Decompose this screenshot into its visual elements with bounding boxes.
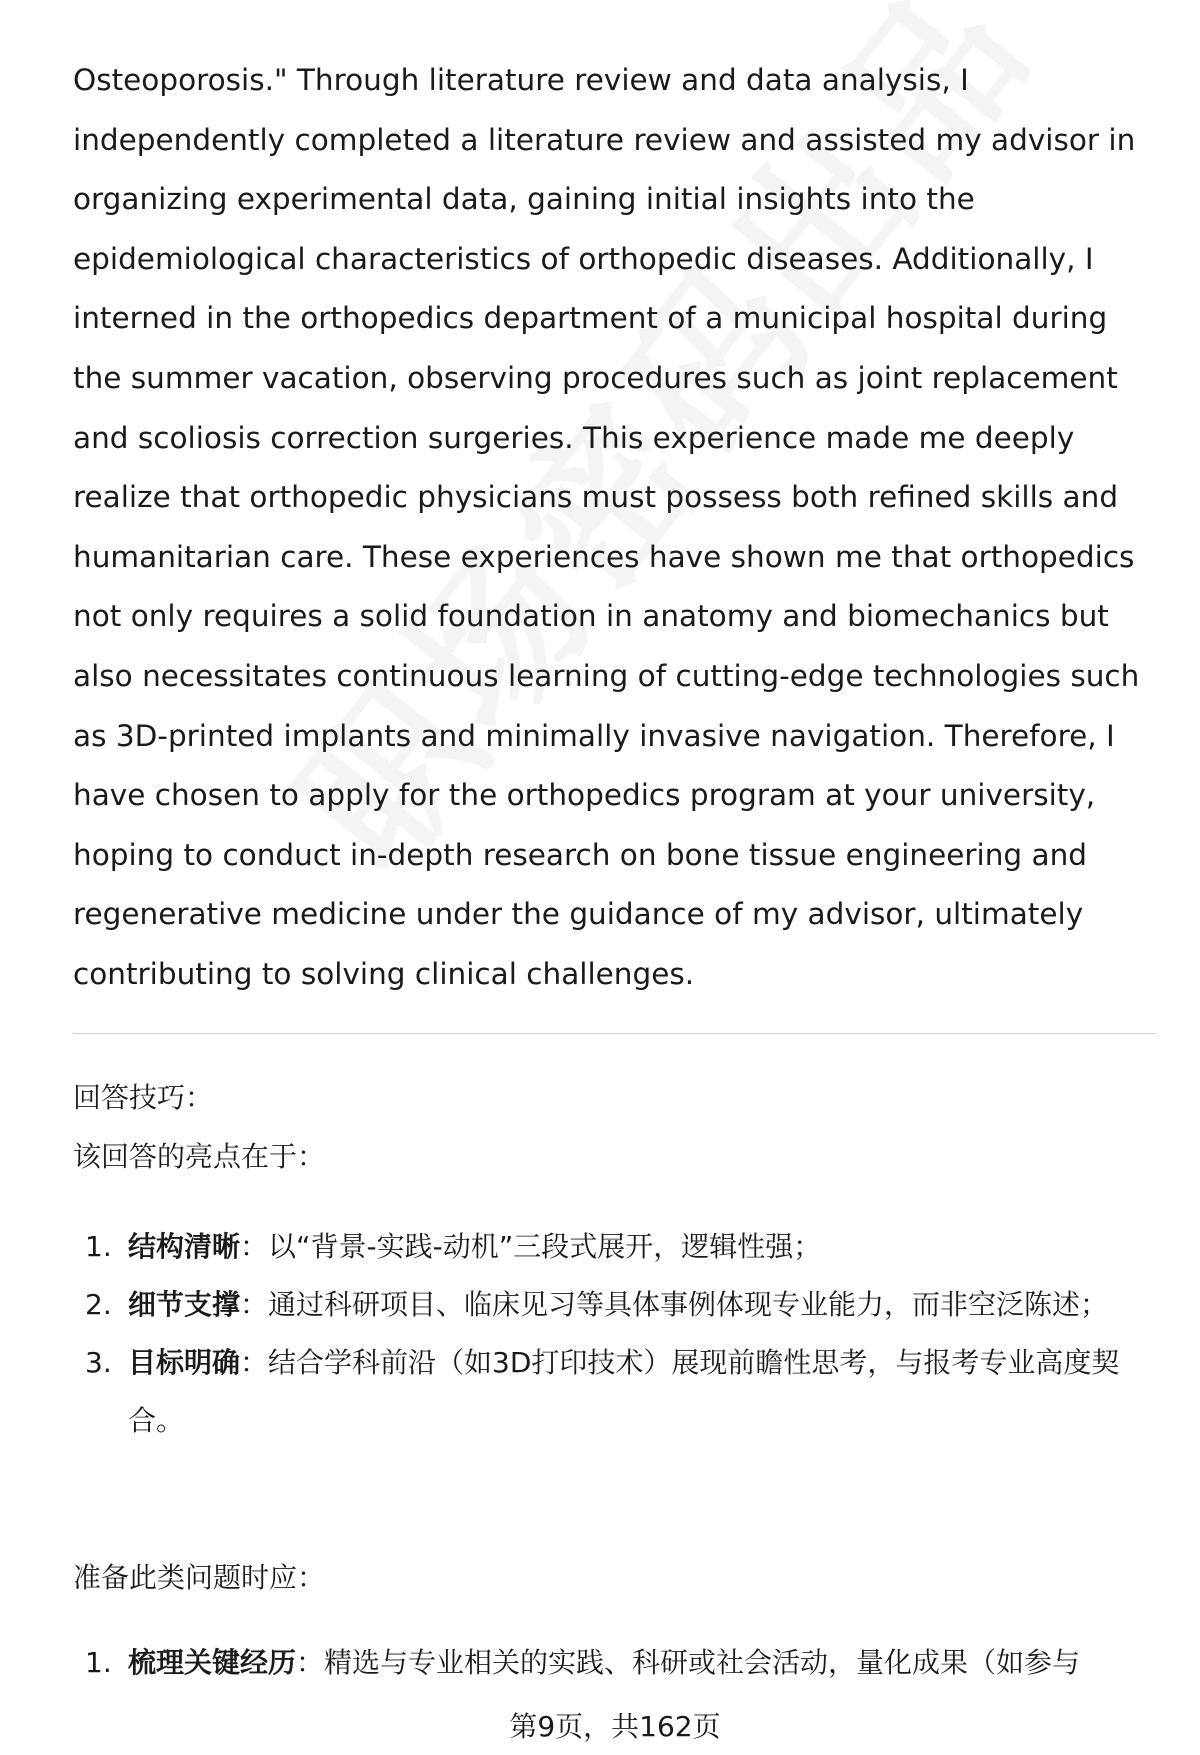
list-number: 1. bbox=[85, 1646, 112, 1679]
list-item bbox=[73, 1218, 1158, 1276]
list-term: 细节支撑 bbox=[128, 1288, 241, 1321]
list-text: ：通过科研项目、临床见习等具体事例体现专业能力，而非空泛陈述； bbox=[240, 1288, 1109, 1321]
list-number: 1. bbox=[85, 1230, 112, 1263]
list-number: 2. bbox=[85, 1288, 112, 1321]
list-text: ：结合学科前沿（如3D打印技术）展现前瞻性思考，与报考专业高度契合。 bbox=[128, 1346, 1120, 1437]
page-footer: 第9页，共162页 bbox=[509, 1710, 721, 1743]
list-item bbox=[73, 1334, 1158, 1450]
list-item bbox=[73, 1276, 1158, 1334]
list-term: 梳理关键经历 bbox=[128, 1646, 297, 1679]
list-term: 结构清晰 bbox=[128, 1230, 241, 1263]
tips-heading: 回答技巧： bbox=[73, 1081, 214, 1114]
list-term: 目标明确 bbox=[128, 1346, 241, 1379]
list-text: ：精选与专业相关的实践、科研或社会活动，量化成果（如参与 bbox=[296, 1646, 1081, 1679]
divider bbox=[73, 1033, 1156, 1034]
highlights-heading: 该回答的亮点在于： bbox=[73, 1140, 326, 1173]
prepare-list bbox=[73, 1634, 1158, 1692]
list-item bbox=[73, 1634, 1158, 1692]
prepare-heading: 准备此类问题时应： bbox=[73, 1561, 326, 1594]
highlights-list bbox=[73, 1218, 1158, 1450]
list-number: 3. bbox=[85, 1346, 112, 1379]
list-text: ：以“背景-实践-动机”三段式展开，逻辑性强； bbox=[240, 1230, 822, 1263]
body-paragraph: Osteoporosis." Through literature review and data analysis, I independently completed a literature review and assisted my advisor in organizing experimental data, gaining initial insights into the epidemiological characteristics of orthopedic diseases. Additionally, I interned in the orthopedics department of a municipal hospital during the summer vacation, observing procedures such as joint replacement and scoliosis correction surgeries. This experience made me deeply realize that orthopedic physicians must possess both refined skills and humanitarian care. These experiences have shown me that orthopedics not only requires a solid foundation in anatomy and biomechanics but also necessitates continuous learning of cutting-edge technologies such as 3D-printed implants and minimally invasive navigation. Therefore, I have chosen to apply for the orthopedics program at your university, hoping to conduct in-depth research on bone tissue engineering and regenerative medicine under the guidance of my advisor, ultimately contributing to solving clinical challenges. bbox=[73, 63, 1140, 991]
